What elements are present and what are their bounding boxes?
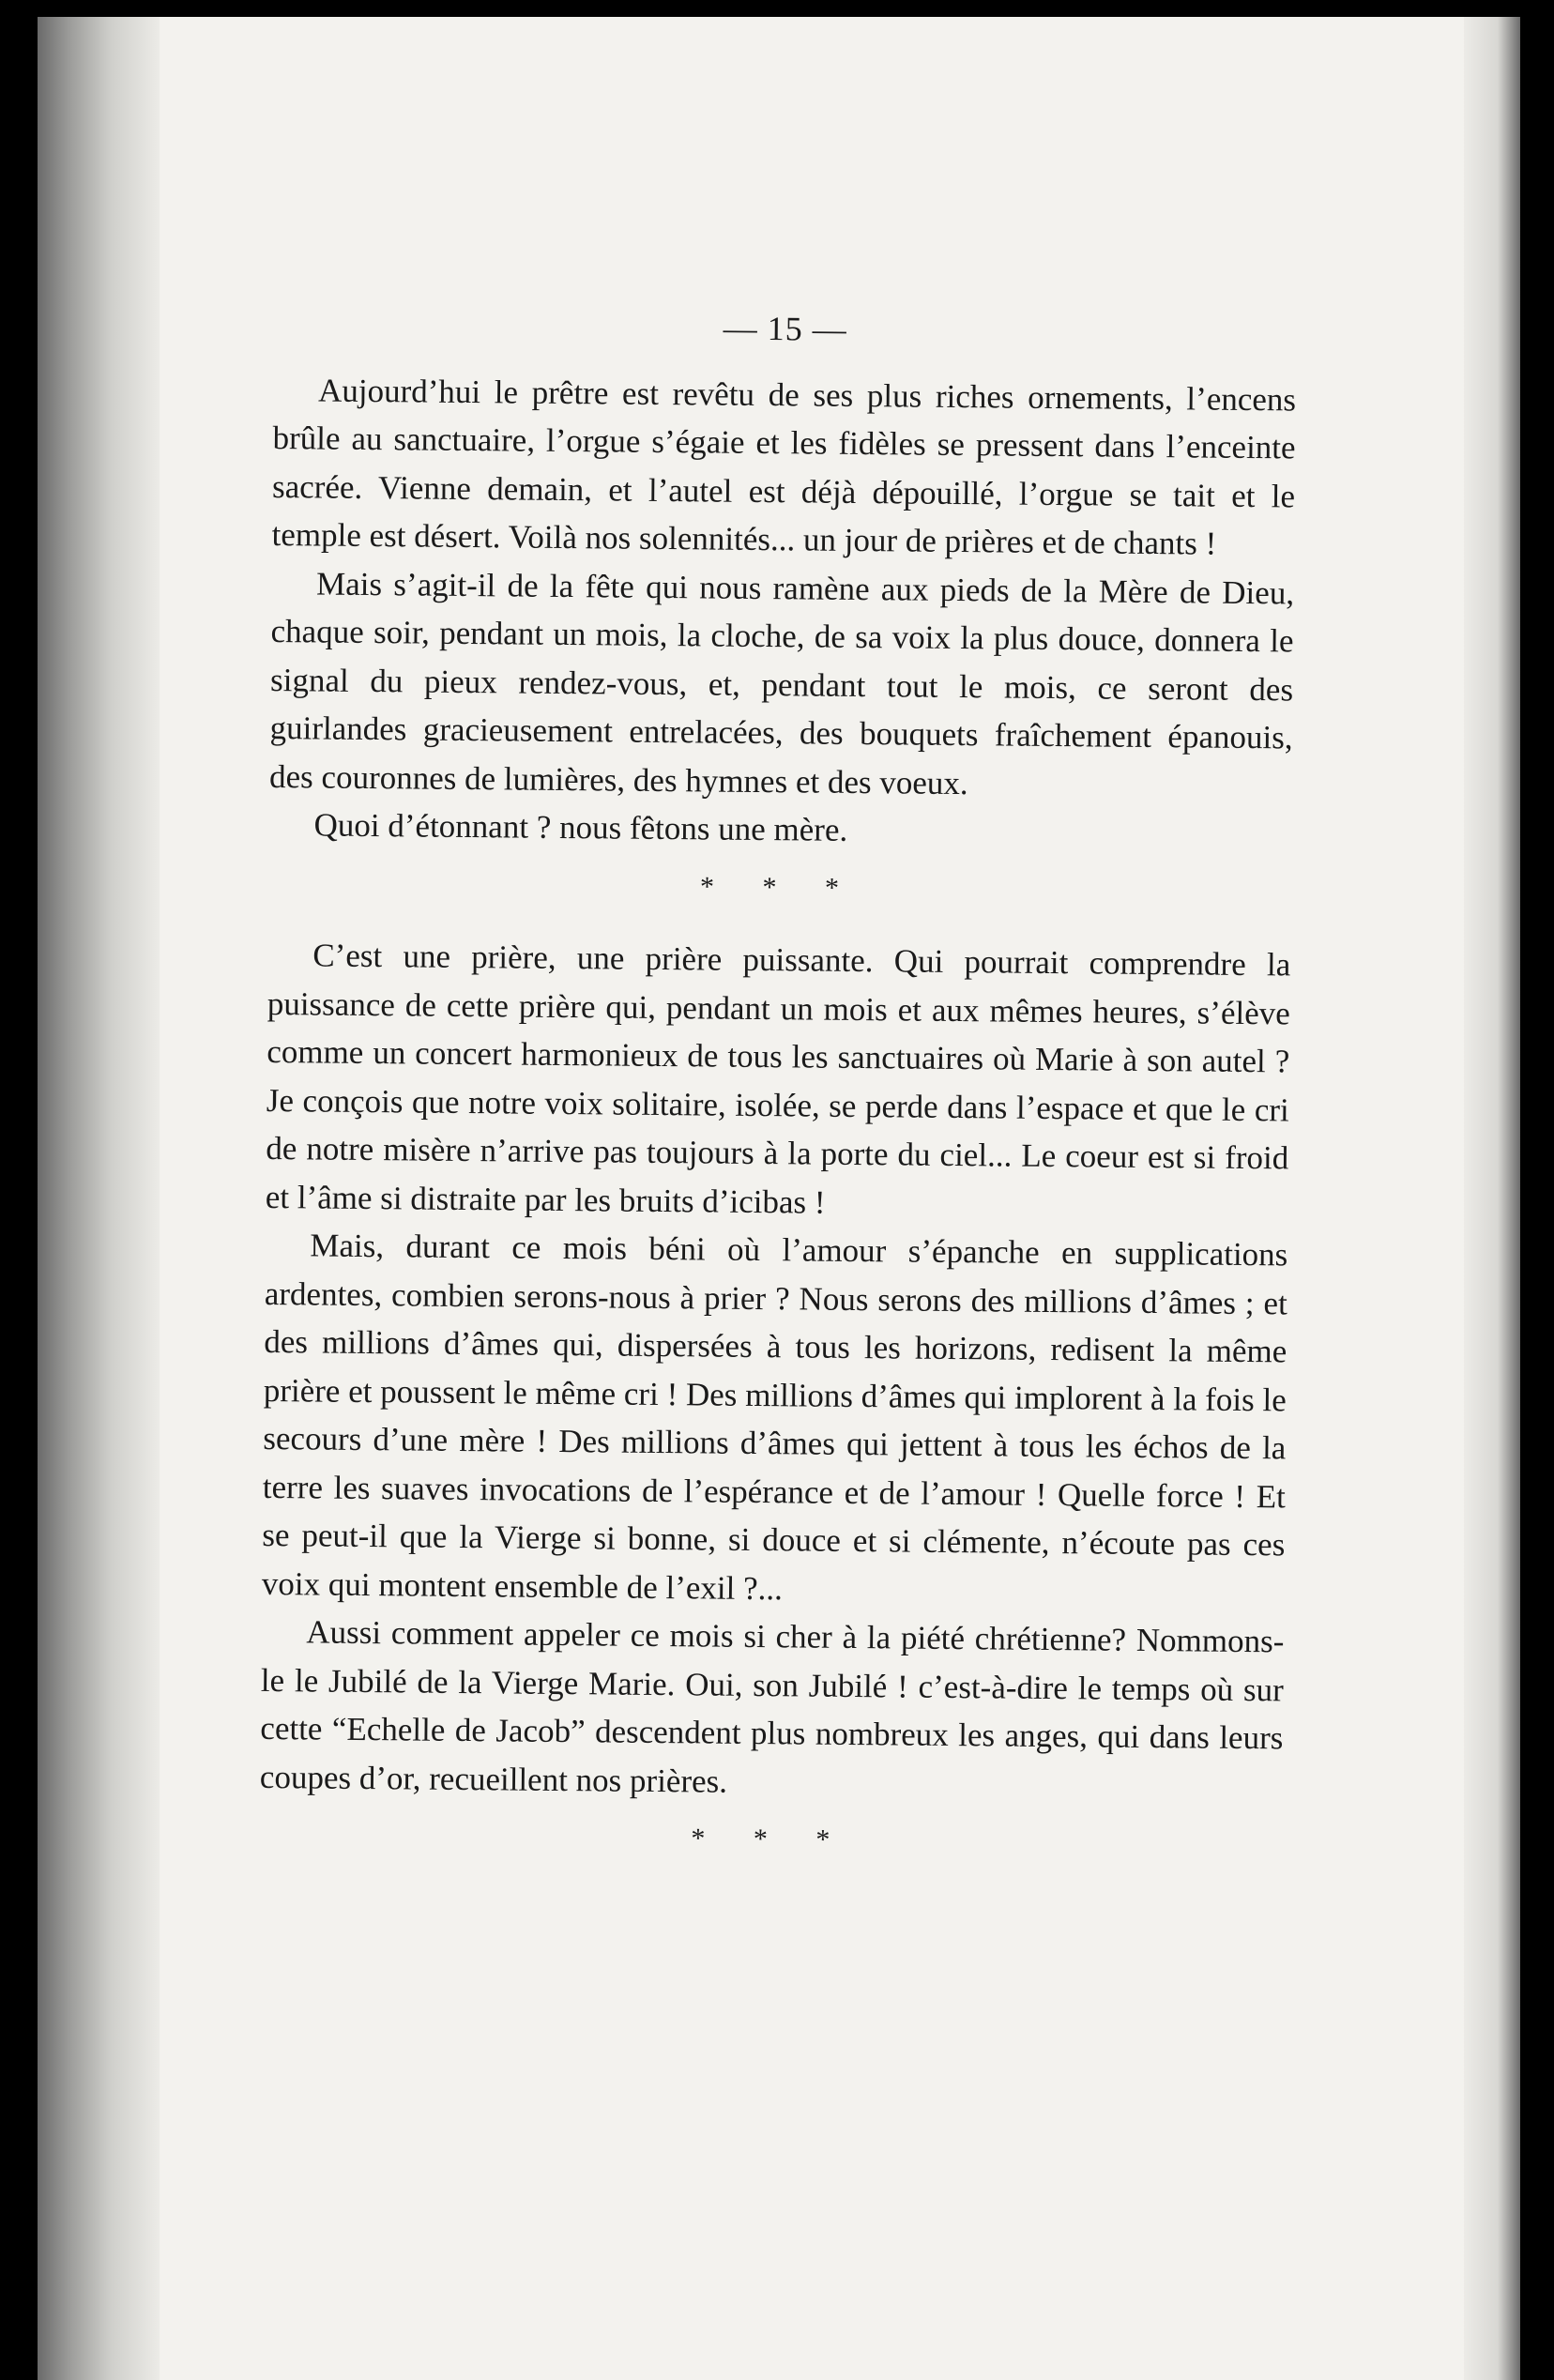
section-separator: * * * [699,870,861,904]
book-binding-shadow [38,17,160,2380]
paragraph-4: C’est une prière, une prière puissante. Qui pourrait comprendre la puissance de cette prière qui, pendant un mois et aux mêmes heures, s’élève comme un concert harmonieux de tous les sanctuaires où Marie à son autel ? Je conçois que notre voix solitaire, isolée, se perde dans l’espace et que le cri de notre misère n’arrive pas toujours à la porte du ciel... Le coeur est si froid et l’âme si distraite par les bruits d’icibas ! [265,937,1291,1221]
page-right-edge [1464,17,1520,2380]
paragraph-2: Mais s’agit-il de la fête qui nous ramène aux pieds de la Mère de Dieu, chaque soir, pendant un mois, la cloche, de sa voix la plus douce, donnera le signal du pieux rendez-vous, et, pendant tout le mois, ce seront des guirlandes gracieusement entrelacées, des bouquets fraîchement épanouis, des couronnes de lumières, des hymnes et des voeux. [268,564,1295,801]
paragraph-1: Aujourd’hui le prêtre est revêtu de ses plus riches ornements, l’encens brûle au sanctuaire, l’orgue s’égaie et les fidèles se pressent dans l’enceinte sacrée. Vienne demain, et l’autel est déjà dépouillé, l’orgue se tait et le temple est désert. Voilà nos solennités... un jour de prières et de chants ! [271,371,1297,562]
paragraph-5: Mais, durant ce mois béni où l’amour s’épanche en supplications ardentes, combien serons-nous à prier ? Nous serons des millions d’âmes ; et des millions d’âmes qui, dispersées à tous les horizons, redisent la même prière et poussent le même cri ! Des millions d’âmes qui implorent à la fois le secours d’une mère ! Des millions d’âmes qui jettent à tous les échos de la terre les suaves invocations de l’espérance et de l’amour ! Quelle force ! Et se peut-il que la Vierge si bonne, si douce et si clémente, n’écoute pas ces voix qui montent ensemble de l’exil ?... [261,1227,1288,1607]
paragraph-3: Quoi d’étonnant ? nous fêtons une mère. [313,806,848,848]
page-text [259,300,1297,1893]
page-number: — 15 — [723,309,847,348]
section-separator-end: * * * [691,1823,851,1855]
paragraph-6: Aussi comment appeler ce mois si cher à la piété chrétienne? Nommons-le le Jubilé de la Vierge Marie. Oui, son Jubilé ! c’est-à-dire le temps où sur cette “Echelle de Jacob” descendent plus nombreux les anges, qui dans leurs coupes d’or, recueillent nos prières. [259,1613,1285,1800]
